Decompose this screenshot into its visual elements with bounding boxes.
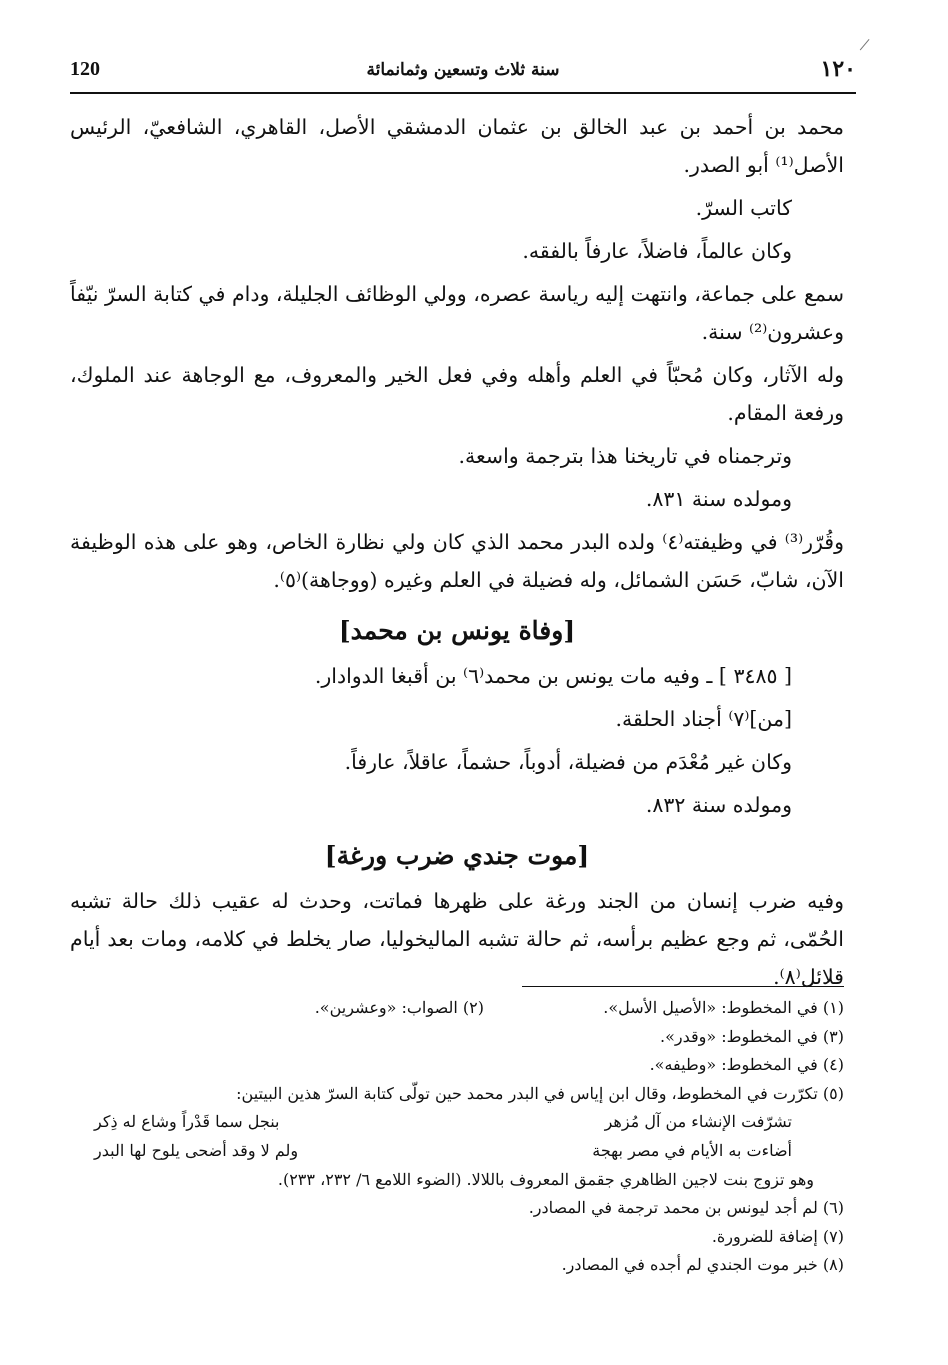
footnote: (٣) في المخطوط: «وقدر». — [660, 1026, 844, 1046]
footnote: (٧) إضافة للضرورة. — [711, 1226, 844, 1246]
verse-hemistich: تشرّفت الإنشاء من آل مُزهر — [604, 1112, 792, 1132]
paragraph: وكان غير مُعْدَم من فضيلة، أدوباً، حشماً، عاقلاً، عارفاً. — [344, 750, 792, 774]
footnote: (١) في المخطوط: «الأصيل الأسل». — [603, 998, 844, 1017]
page-number-latin: 120 — [70, 58, 100, 80]
footnote-row — [94, 994, 844, 1023]
verse-line — [94, 1137, 844, 1166]
main-text — [70, 108, 844, 1001]
margin-mark — [860, 39, 871, 51]
verse-hemistich: بنجل سما قَدْراً وشاع له ذِكر — [94, 1112, 280, 1132]
footnote-continuation: وهو تزوج بنت لاجين الظاهري جقمق المعروف باللالا. (الضوء اللامع ٦/ ٢٣٢، ٢٣٣). — [277, 1169, 814, 1189]
paragraph: ومولده سنة ٨٣٢. — [645, 793, 792, 817]
running-title: سنة ثلاث وتسعين وثمانمائة — [366, 60, 560, 80]
paragraph: وفيه ضرب إنسان من الجند ورغة على ظهرها فماتت، وحدث له عقيب ذلك حالة تشبه الحُمّى، ثم وجع عظيم برأسه، ثم حالة تشبه الماليخوليا، صار يخلط في كلامه، ومات بعد أيام قلائل⁽٨⁾. — [70, 889, 844, 989]
footnotes — [94, 994, 844, 1280]
footnote: (٦) لم أجد ليونس بن محمد ترجمة في المصادر. — [528, 1198, 844, 1218]
paragraph: محمد بن أحمد بن عبد الخالق بن عثمان الدمشقي الأصل، القاهري، الشافعيّ، الرئيس الأصل⁽¹⁾ أبو الصدر. — [70, 115, 844, 177]
footnote: (٨) خبر موت الجندي لم أجده في المصادر. — [561, 1255, 844, 1275]
page-number-arabic: ١٢٠ — [820, 56, 856, 82]
paragraph: [من]⁽٧⁾ أجناد الحلقة. — [615, 707, 792, 731]
verse-hemistich: ولم لا وقد أضحى يلوح لها البدر — [94, 1140, 299, 1160]
section-heading: [موت جندي ضرب ورغة] — [324, 841, 590, 870]
footnote: (٥) تكرّرت في المخطوط، وقال ابن إياس في البدر محمد حين تولّى كتابة السرّ هذين البيتين: — [236, 1083, 844, 1103]
section-heading: [وفاة يونس بن محمد] — [338, 616, 576, 645]
paragraph: سمع على جماعة، وانتهت إليه رياسة عصره، وولي الوظائف الجليلة، ودام في كتابة السرّ نيّفاً وعشرون⁽²⁾ سنة. — [70, 282, 844, 344]
verse-line — [94, 1108, 844, 1137]
paragraph: وكان عالماً، فاضلاً، عارفاً بالفقه. — [522, 239, 792, 263]
paragraph: وقُرّر⁽³⁾ في وظيفته⁽٤⁾ ولده البدر محمد الذي كان ولي نظارة الخاص، وهو على هذه الوظيفة الآن، شابّ، حَسَن الشمائل، وله فضيلة في العلم وغيره (ووجاهة)⁽٥⁾. — [70, 530, 845, 592]
paragraph: كاتب السرّ. — [695, 196, 792, 220]
paragraph: وله الآثار، وكان مُحبّاً في العلم وأهله وفي فعل الخير والمعروف، مع الوجاهة عند الملوك، ورفعة المقام. — [70, 363, 844, 425]
paragraph: ومولده سنة ٨٣١. — [645, 487, 792, 511]
header-rule — [70, 92, 856, 94]
footnote: (٤) في المخطوط: «وطيفه». — [649, 1055, 844, 1075]
paragraph: وترجمناه في تاريخنا هذا بترجمة واسعة. — [458, 444, 792, 468]
footnote-rule — [522, 986, 844, 987]
footnote: (٢) الصواب: «وعشرين». — [314, 998, 484, 1017]
entry-paragraph: [ ٣٤٨٥ ] ـ وفيه مات يونس بن محمد⁽٦⁾ بن أقبغا الدوادار. — [314, 664, 792, 688]
verse-hemistich: أضاءت به الأيام في مصر بهجة — [592, 1140, 792, 1160]
page-header — [70, 58, 856, 94]
